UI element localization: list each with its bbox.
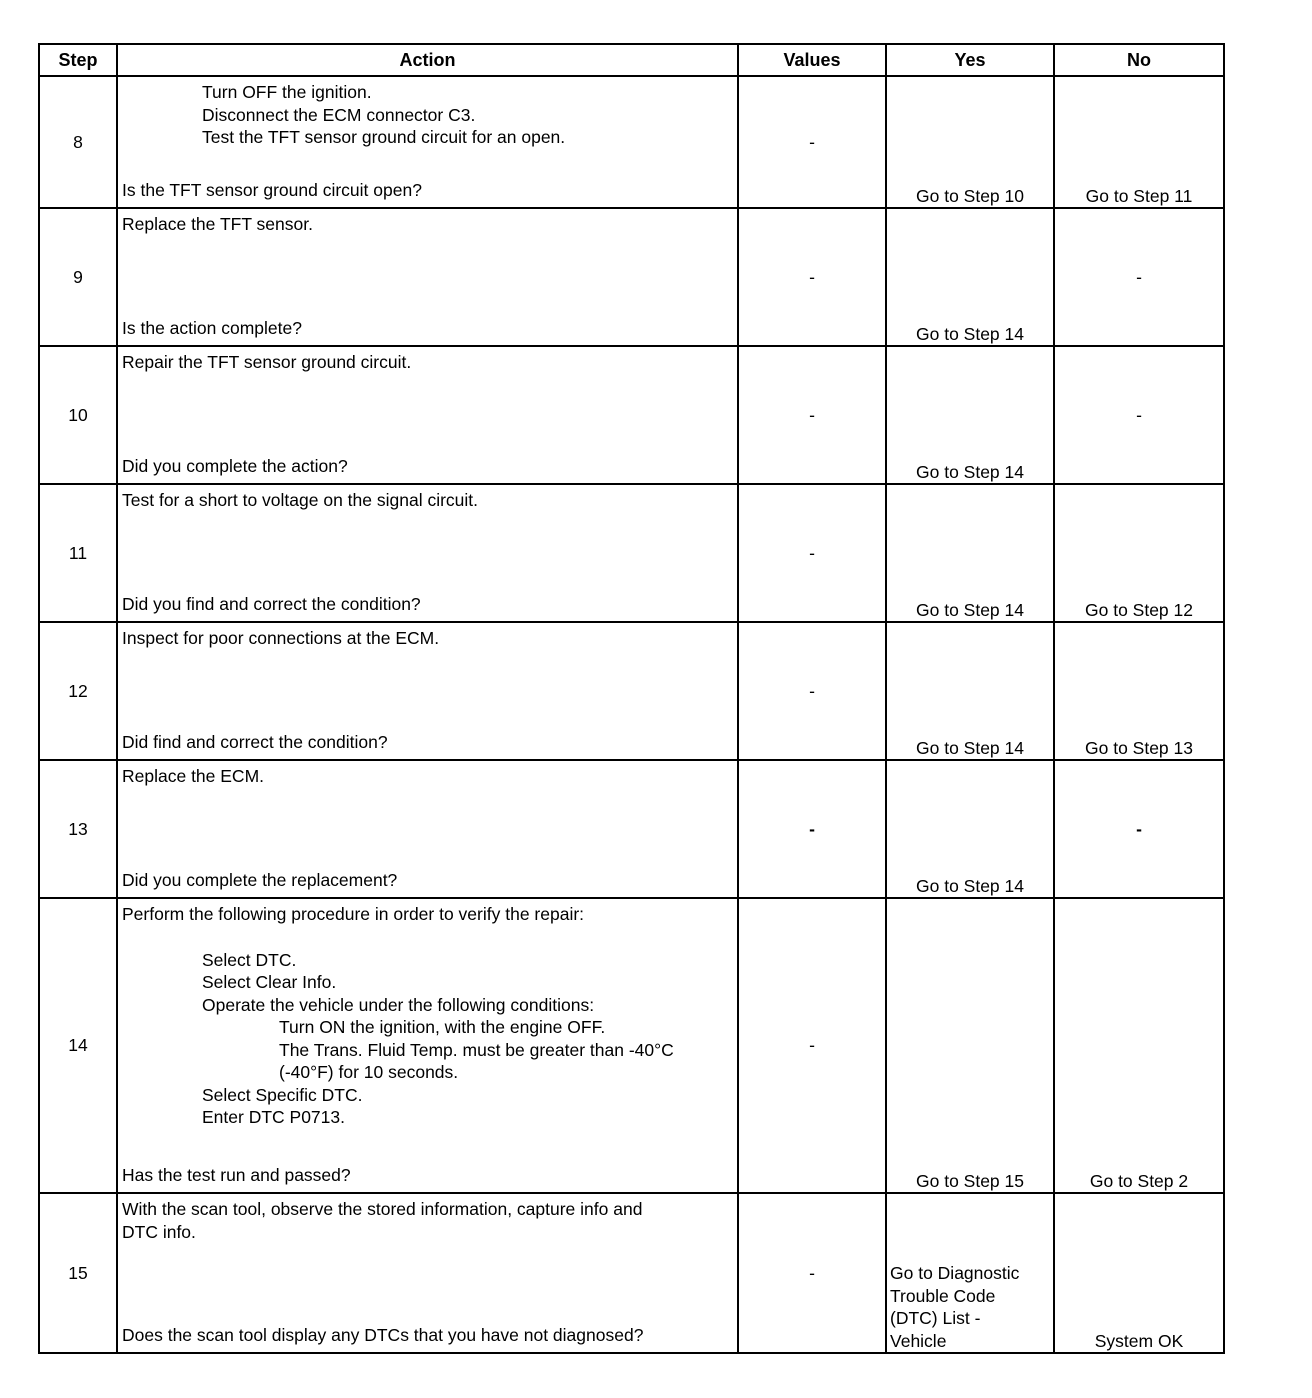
values-cell: - [738, 898, 886, 1193]
action-line: Repair the TFT sensor ground circuit. [122, 352, 412, 372]
no-cell: Go to Step 2 [1054, 898, 1224, 1193]
action-subline: (-40°F) for 10 seconds. [279, 1062, 459, 1082]
action-cell [117, 1193, 738, 1353]
action-line: Select DTC. [202, 949, 297, 970]
action-line: With the scan tool, observe the stored information, capture info and [122, 1199, 643, 1219]
yes-cell [886, 1193, 1054, 1353]
values-cell: - [738, 208, 886, 346]
step-number: 9 [39, 208, 117, 346]
action-question: Did you find and correct the condition? [122, 593, 421, 614]
action-line: Replace the TFT sensor. [122, 214, 313, 234]
action-cell [117, 484, 738, 622]
action-cell [117, 76, 738, 208]
yes-cell: Go to Step 15 [886, 898, 1054, 1193]
action-question: Did you complete the action? [122, 455, 348, 476]
values-cell: - [738, 760, 886, 898]
action-question: Is the TFT sensor ground circuit open? [122, 179, 422, 200]
no-cell: - [1054, 346, 1224, 484]
diagnostic-table [38, 43, 1225, 1354]
yes-cell: Go to Step 10 [886, 76, 1054, 208]
table-row [39, 1193, 1224, 1353]
header-yes: Yes [886, 44, 1054, 76]
step-number: 8 [39, 76, 117, 208]
values-cell: - [738, 484, 886, 622]
action-cell [117, 622, 738, 760]
no-cell: - [1054, 208, 1224, 346]
step-number: 14 [39, 898, 117, 1193]
no-cell: Go to Step 11 [1054, 76, 1224, 208]
action-line: Inspect for poor connections at the ECM. [122, 628, 440, 648]
action-line: Turn OFF the ignition. [202, 82, 372, 102]
action-line: Replace the ECM. [122, 766, 265, 786]
action-question: Is the action complete? [122, 317, 302, 338]
table-row [39, 208, 1224, 346]
no-cell: Go to Step 13 [1054, 622, 1224, 760]
yes-cell: Go to Step 14 [886, 346, 1054, 484]
yes-cell: Go to Step 14 [886, 208, 1054, 346]
yes-line: Go to Diagnostic [890, 1263, 1020, 1283]
action-line: Disconnect the ECM connector C3. [202, 104, 476, 125]
yes-cell: Go to Step 14 [886, 760, 1054, 898]
action-question: Does the scan tool display any DTCs that you have not diagnosed? [122, 1324, 644, 1345]
header-values: Values [738, 44, 886, 76]
no-cell: Go to Step 12 [1054, 484, 1224, 622]
yes-line: (DTC) List - [890, 1308, 981, 1328]
table-row [39, 622, 1224, 760]
step-number: 15 [39, 1193, 117, 1353]
action-line: Test for a short to voltage on the signal circuit. [122, 490, 479, 510]
step-number: 13 [39, 760, 117, 898]
yes-cell: Go to Step 14 [886, 622, 1054, 760]
action-question: Did find and correct the condition? [122, 731, 388, 752]
action-line: Select Specific DTC. [202, 1084, 363, 1105]
action-cell [117, 760, 738, 898]
action-intro: Perform the following procedure in order to verify the repair: [122, 904, 585, 924]
table-row [39, 760, 1224, 898]
step-number: 12 [39, 622, 117, 760]
table-row [39, 484, 1224, 622]
action-cell [117, 898, 738, 1193]
action-line: Test the TFT sensor ground circuit for an open. [202, 127, 566, 147]
yes-line: Vehicle [890, 1330, 947, 1351]
yes-cell: Go to Step 14 [886, 484, 1054, 622]
action-cell [117, 208, 738, 346]
action-question: Has the test run and passed? [122, 1164, 351, 1185]
action-subline: Turn ON the ignition, with the engine OFF. [279, 1017, 606, 1037]
no-cell: - [1054, 760, 1224, 898]
table-row [39, 346, 1224, 484]
header-no: No [1054, 44, 1224, 76]
values-cell: - [738, 76, 886, 208]
header-step: Step [39, 44, 117, 76]
action-cell [117, 346, 738, 484]
action-subline: The Trans. Fluid Temp. must be greater than -40°C [279, 1039, 674, 1060]
action-line: Select Clear Info. [202, 972, 337, 992]
action-line: Operate the vehicle under the following conditions: [202, 994, 595, 1015]
values-cell: - [738, 346, 886, 484]
values-cell: - [738, 622, 886, 760]
header-action: Action [117, 44, 738, 76]
step-number: 10 [39, 346, 117, 484]
action-question: Did you complete the replacement? [122, 869, 398, 890]
values-cell: - [738, 1193, 886, 1353]
no-cell: System OK [1054, 1193, 1224, 1353]
table-row [39, 76, 1224, 208]
yes-line: Trouble Code [890, 1285, 996, 1306]
header-row [39, 44, 1224, 76]
step-number: 11 [39, 484, 117, 622]
action-line: DTC info. [122, 1221, 196, 1242]
table-row [39, 898, 1224, 1193]
action-line: Enter DTC P0713. [202, 1107, 345, 1127]
